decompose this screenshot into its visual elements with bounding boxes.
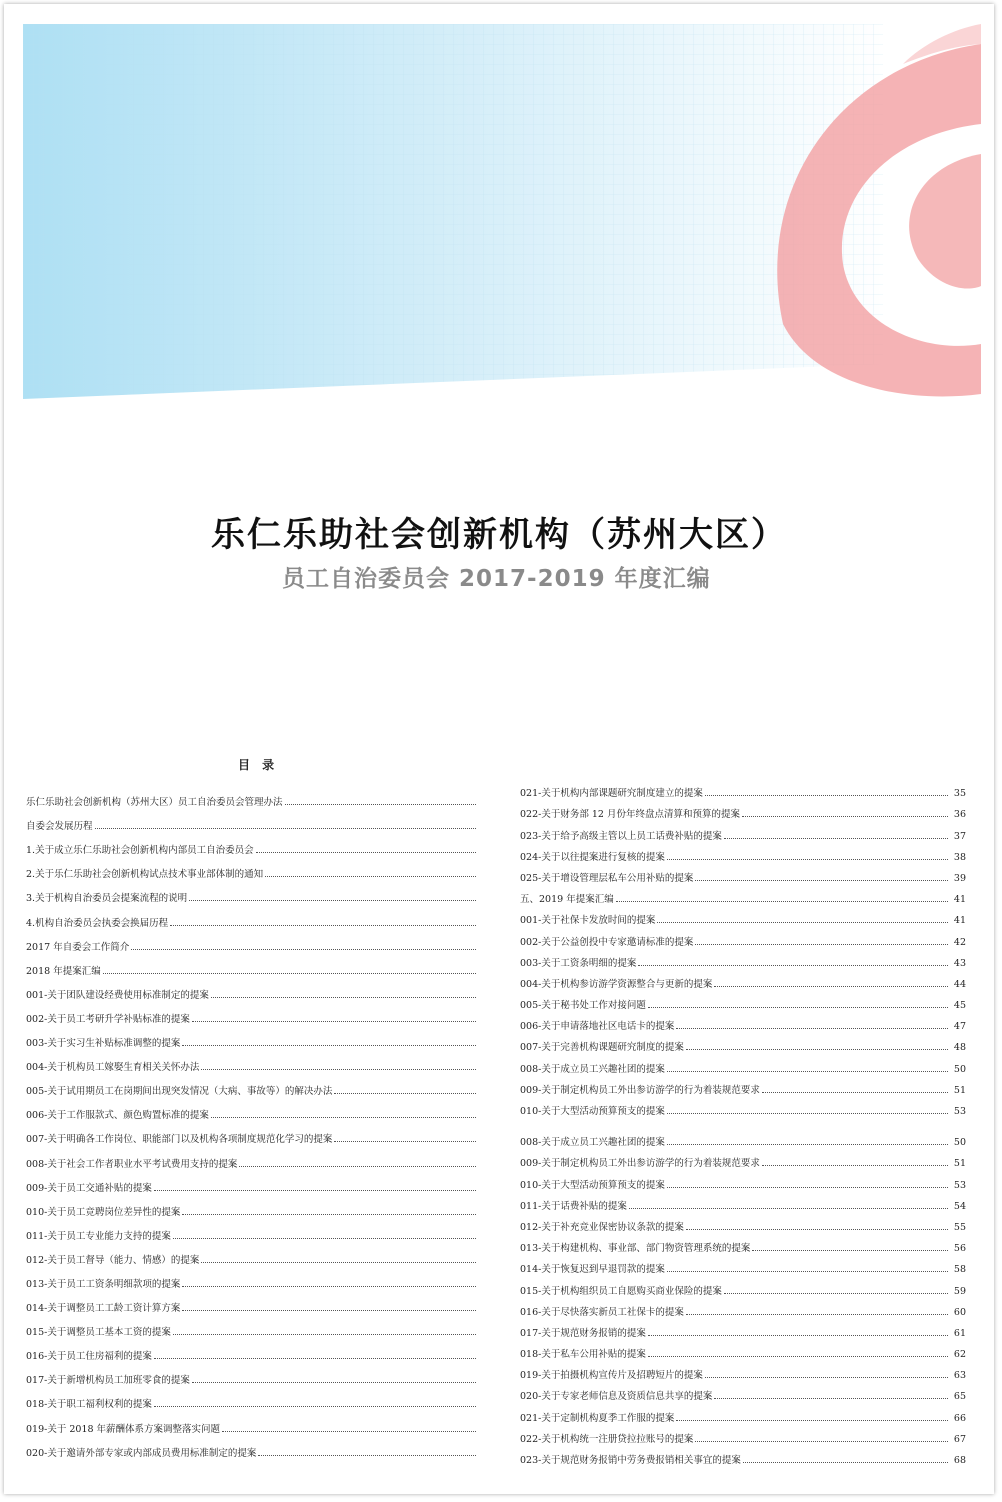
toc-entry[interactable] [520,1381,966,1402]
toc-leader-dots [667,1187,948,1188]
toc-entry-title: 004-关于机构员工嫁娶生育相关关怀办法 [26,1062,200,1074]
toc-entry[interactable] [26,1097,494,1121]
toc-entry[interactable] [26,1218,494,1242]
toc-entry[interactable] [520,1096,966,1117]
document-page [4,4,994,1494]
toc-leader-dots [667,1113,948,1114]
toc-page-number: 66 [953,1412,966,1424]
toc-leader-dots [686,1314,948,1315]
toc-page-number: 53 [953,1106,966,1117]
toc-page-number: 50 [953,1137,966,1149]
toc-entry-title: 003-关于实习生补贴标准调整的提案 [26,1038,181,1050]
toc-entry-title: 013-关于员工工资条明细款项的提案 [26,1278,181,1290]
toc-leader-dots [154,1358,476,1359]
toc-leader-dots [743,1462,948,1463]
toc-leader-dots [667,1271,948,1272]
toc-entry-title: 008-关于成立员工兴趣社团的提案 [520,1137,665,1149]
toc-leader-dots [103,973,476,974]
toc-entry-title: 五、2019 年提案汇编 [520,894,614,906]
document-subtitle: 员工自治委员会 2017-2019 年度汇编 [282,566,711,592]
toc-leader-dots [334,1093,476,1094]
toc-entry-title: 021-关于定制机构夏季工作服的提案 [520,1412,675,1424]
toc-page-number: 65 [953,1391,966,1403]
toc-entry[interactable] [520,778,966,799]
toc-entry-title: 009-关于制定机构员工外出参访游学的行为着装规范要求 [520,1084,760,1096]
toc-entry[interactable] [520,1402,966,1423]
toc-page-number: 45 [953,1000,966,1012]
toc-leader-dots [667,859,948,860]
toc-leader-dots [714,1398,948,1399]
toc-leader-dots [762,1165,948,1166]
toc-entry-title: 2018 年提案汇编 [26,965,101,977]
toc-leader-dots [265,876,476,877]
toc-entry[interactable] [26,1073,494,1097]
toc-leader-dots [686,1229,948,1230]
toc-leader-dots [629,1208,948,1209]
toc-entry-title: 007-关于明确各工作岗位、职能部门以及机构各项制度规范化学习的提案 [26,1134,333,1146]
toc-entry-title: 011-关于员工专业能力支持的提案 [26,1230,171,1242]
toc-entry-title: 009-关于制定机构员工外出参访游学的行为着装规范要求 [520,1158,760,1170]
toc-entry-title: 025-关于增设管理层私车公用补贴的提案 [520,872,694,884]
toc-entry-title: 2017 年自委会工作简介 [26,941,130,953]
toc-entry[interactable] [520,1032,966,1053]
toc-entry[interactable] [26,1194,494,1218]
toc-entry-title: 015-关于机构组织员工自愿购买商业保险的提案 [520,1285,722,1297]
toc-entry-title: 002-关于公益创投中专家邀请标准的提案 [520,936,694,948]
toc-entry-title: 002-关于员工考研升学补贴标准的提案 [26,1013,190,1025]
toc-entry[interactable] [26,1362,494,1386]
toc-entry-title: 012-关于员工督导（能力、情感）的提案 [26,1254,200,1266]
toc-leader-dots [657,922,948,923]
toc-entry-title: 008-关于社会工作者职业水平考试费用支持的提案 [26,1158,238,1170]
toc-entry[interactable] [520,1053,966,1074]
toc-entry[interactable] [520,905,966,926]
toc-leader-dots [258,1455,476,1456]
toc-leader-dots [182,1045,476,1046]
toc-leader-dots [201,1262,476,1263]
toc-entry[interactable] [520,884,966,905]
toc-leader-dots [239,1166,476,1167]
toc-entry[interactable] [520,1297,966,1318]
toc-leader-dots [182,1310,476,1311]
toc-entry[interactable] [26,929,494,953]
toc-leader-dots [95,828,476,829]
toc-entry-title: 017-关于规范财务报销的提案 [520,1327,646,1339]
toc-page-number: 37 [953,830,966,842]
toc-entry-title: 023-关于规范财务报销中劳务费报销相关事宜的提案 [520,1455,741,1466]
toc-left-column [26,784,494,1459]
toc-leader-dots [667,1071,948,1072]
toc-leader-dots [667,1144,948,1145]
toc-entry[interactable] [520,948,966,969]
toc-page-number: 62 [953,1349,966,1361]
toc-entry-title: 001-关于团队建设经费使用标准制定的提案 [26,989,209,1001]
toc-entry[interactable] [520,1275,966,1296]
toc-entry[interactable] [26,1001,494,1025]
toc-leader-dots [695,880,948,881]
toc-leader-dots [742,816,948,817]
toc-entry-title: 011-关于话费补贴的提案 [520,1200,627,1212]
toc-page-number: 58 [953,1264,966,1276]
toc-entry-title: 004-关于机构参访游学资源整合与更新的提案 [520,978,713,990]
toc-entry-title: 016-关于尽快落实新员工社保卡的提案 [520,1306,684,1318]
toc-leader-dots [714,986,948,987]
toc-entry[interactable] [520,820,966,841]
toc-leader-dots [173,1334,476,1335]
toc-entry[interactable] [26,1314,494,1338]
toc-leader-dots [256,852,476,853]
toc-page-number: 50 [953,1063,966,1075]
toc-entry-title: 003-关于工资条明细的提案 [520,957,637,969]
toc-entry-title: 012-关于补充竞业保密协议条款的提案 [520,1221,684,1233]
toc-leader-dots [334,1141,476,1142]
toc-leader-dots [192,1021,476,1022]
toc-entry-title: 020-关于邀请外部专家或内部成员费用标准制定的提案 [26,1447,257,1459]
toc-entry[interactable] [26,953,494,977]
toc-entry-title: 3.关于机构自治委员会提案流程的说明 [26,893,188,905]
toc-entry[interactable] [26,1386,494,1410]
toc-entry[interactable] [520,1254,966,1275]
toc-leader-dots [648,1356,948,1357]
toc-page-number: 51 [953,1084,966,1096]
toc-entry[interactable] [520,1445,966,1466]
toc-entry-title: 2.关于乐仁乐助社会创新机构试点技术事业部体制的通知 [26,869,264,881]
toc-entry[interactable] [26,784,494,808]
toc-entry[interactable] [520,1148,966,1169]
toc-leader-dots [285,804,476,805]
toc-page-number: 36 [953,809,966,821]
toc-entry-title: 021-关于机构内部课题研究制度建立的提案 [520,788,703,800]
toc-entry-title: 006-关于申请落地社区电话卡的提案 [520,1021,675,1033]
toc-entry-title: 010-关于员工竞聘岗位差异性的提案 [26,1206,181,1218]
toc-page-number: 55 [953,1221,966,1233]
toc-entry-title: 014-关于恢复迟到早退罚款的提案 [520,1264,665,1276]
toc-leader-dots [201,1069,476,1070]
toc-right-column [520,778,966,1466]
toc-leader-dots [182,1286,476,1287]
toc-entry-title: 020-关于专家老师信息及资质信息共享的提案 [520,1391,713,1403]
toc-leader-dots [170,925,476,926]
cover-graphic [23,24,981,404]
toc-leader-dots [686,1049,948,1050]
toc-page-number: 54 [953,1200,966,1212]
toc-leader-dots [192,1382,476,1383]
toc-entry[interactable] [520,969,966,990]
toc-page-number: 41 [953,915,966,927]
toc-page-number: 53 [953,1179,966,1191]
toc-entry-title: 4.机构自治委员会执委会换届历程 [26,917,169,929]
toc-entry[interactable] [26,1170,494,1194]
toc-leader-dots [131,949,476,950]
toc-entry[interactable] [26,1410,494,1434]
toc-leader-dots [676,1420,948,1421]
toc-leader-dots [616,901,948,902]
toc-entry[interactable] [520,926,966,947]
toc-leader-dots [182,1214,476,1215]
toc-entry[interactable] [520,1127,966,1148]
toc-entry[interactable] [520,1075,966,1096]
toc-entry[interactable] [520,1318,966,1339]
toc-leader-dots [638,965,948,966]
toc-entry[interactable] [520,1169,966,1190]
toc-entry[interactable] [26,880,494,904]
toc-page-number: 48 [953,1042,966,1054]
toc-entry[interactable] [26,832,494,856]
toc-leader-dots [211,1117,476,1118]
toc-entry[interactable] [520,1339,966,1360]
toc-entry[interactable] [26,808,494,832]
toc-entry[interactable] [520,1424,966,1445]
toc-page-number: 43 [953,957,966,969]
toc-entry-title: 023-关于给予高级主管以上员工话费补贴的提案 [520,830,722,842]
toc-leader-dots [222,1431,476,1432]
cover-art [23,24,981,404]
toc-leader-dots [705,1377,948,1378]
toc-page-number: 61 [953,1327,966,1339]
toc-entry-title: 乐仁乐助社会创新机构（苏州大区）员工自治委员会管理办法 [26,797,283,809]
toc-entry[interactable] [26,856,494,880]
toc-entry-title: 017-关于新增机构员工加班零食的提案 [26,1375,190,1387]
toc-entry-title: 008-关于成立员工兴趣社团的提案 [520,1063,665,1075]
toc-entry[interactable] [520,863,966,884]
toc-heading: 目 录 [238,758,279,772]
toc-page-number: 38 [953,851,966,863]
toc-leader-dots [173,1238,476,1239]
toc-entry-title: 019-关于 2018 年薪酬体系方案调整落实问题 [26,1423,221,1435]
toc-entry[interactable] [520,1360,966,1381]
toc-page-number: 47 [953,1021,966,1033]
toc-entry-title: 001-关于社保卡发放时间的提案 [520,915,656,927]
toc-page-number: 59 [953,1285,966,1297]
toc-leader-dots [648,1007,948,1008]
toc-leader-dots [648,1335,948,1336]
toc-entry-title: 005-关于试用期员工在岗期间出现突发情况（大病、事故等）的解决办法 [26,1086,333,1098]
toc-entry-title: 015-关于调整员工基本工资的提案 [26,1327,171,1339]
toc-leader-dots [762,1092,948,1093]
toc-entry[interactable] [520,990,966,1011]
toc-leader-dots [752,1250,948,1251]
toc-entry[interactable] [520,1212,966,1233]
toc-entry[interactable] [26,904,494,928]
toc-page-number: 35 [953,788,966,800]
toc-page-number: 41 [953,894,966,906]
toc-entry-title: 1.关于成立乐仁乐助社会创新机构内部员工自治委员会 [26,845,254,857]
toc-entry-title: 010-关于大型活动预算预支的提案 [520,1106,665,1117]
document-title: 乐仁乐助社会创新机构（苏州大区） [211,515,787,555]
toc-entry[interactable] [26,1025,494,1049]
toc-entry-title: 009-关于员工交通补贴的提案 [26,1182,152,1194]
toc-entry-title: 016-关于员工住房福利的提案 [26,1351,152,1363]
toc-entry[interactable] [26,1435,494,1459]
toc-leader-dots [676,1028,948,1029]
toc-page-number: 51 [953,1158,966,1170]
toc-entry[interactable] [26,1242,494,1266]
toc-entry[interactable] [520,799,966,820]
toc-leader-dots [154,1190,476,1191]
toc-entry[interactable] [26,1290,494,1314]
toc-entry-title: 022-关于机构统一注册贷拉拉账号的提案 [520,1433,694,1445]
toc-entry[interactable] [520,1191,966,1212]
toc-leader-dots [724,1293,948,1294]
toc-page-number: 42 [953,936,966,948]
toc-page-number: 44 [953,978,966,990]
toc-entry-title: 006-关于工作服款式、颜色购置标准的提案 [26,1110,209,1122]
toc-entry-title: 014-关于调整员工工龄工资计算方案 [26,1303,181,1315]
toc-entry[interactable] [26,977,494,1001]
toc-leader-dots [705,795,948,796]
toc-entry-title: 019-关于拍摄机构宣传片及招聘短片的提案 [520,1370,703,1382]
toc-leader-dots [154,1406,476,1407]
toc-leader-dots [695,1441,948,1442]
toc-page-number: 68 [953,1455,966,1466]
toc-leader-dots [724,838,948,839]
toc-entry[interactable] [26,1049,494,1073]
toc-entry[interactable] [26,1145,494,1169]
toc-spacer [520,1117,966,1127]
toc-entry-title: 022-关于财务部 12 月份年终盘点清算和预算的提案 [520,809,740,821]
toc-leader-dots [695,944,948,945]
toc-entry-title: 007-关于完善机构课题研究制度的提案 [520,1042,684,1054]
toc-entry-title: 018-关于私车公用补贴的提案 [520,1349,646,1361]
toc-entry[interactable] [520,842,966,863]
toc-entry[interactable] [26,1338,494,1362]
toc-entry-title: 005-关于秘书处工作对接问题 [520,1000,646,1012]
toc-page-number: 63 [953,1370,966,1382]
toc-leader-dots [211,997,476,998]
toc-entry-title: 010-关于大型活动预算预支的提案 [520,1179,665,1191]
toc-entry-title: 自委会发展历程 [26,821,93,833]
toc-entry[interactable] [520,1011,966,1032]
toc-entry[interactable] [26,1121,494,1145]
toc-page-number: 60 [953,1306,966,1318]
toc-entry-title: 024-关于以往提案进行复核的提案 [520,851,665,863]
toc-page-number: 67 [953,1433,966,1445]
toc-entry[interactable] [26,1266,494,1290]
toc-entry-title: 018-关于职工福利权利的提案 [26,1399,152,1411]
toc-leader-dots [189,900,476,901]
toc-page-number: 39 [953,872,966,884]
toc-page-number: 56 [953,1243,966,1255]
toc-entry[interactable] [520,1233,966,1254]
toc-entry-title: 013-关于构建机构、事业部、部门物资管理系统的提案 [520,1243,751,1255]
